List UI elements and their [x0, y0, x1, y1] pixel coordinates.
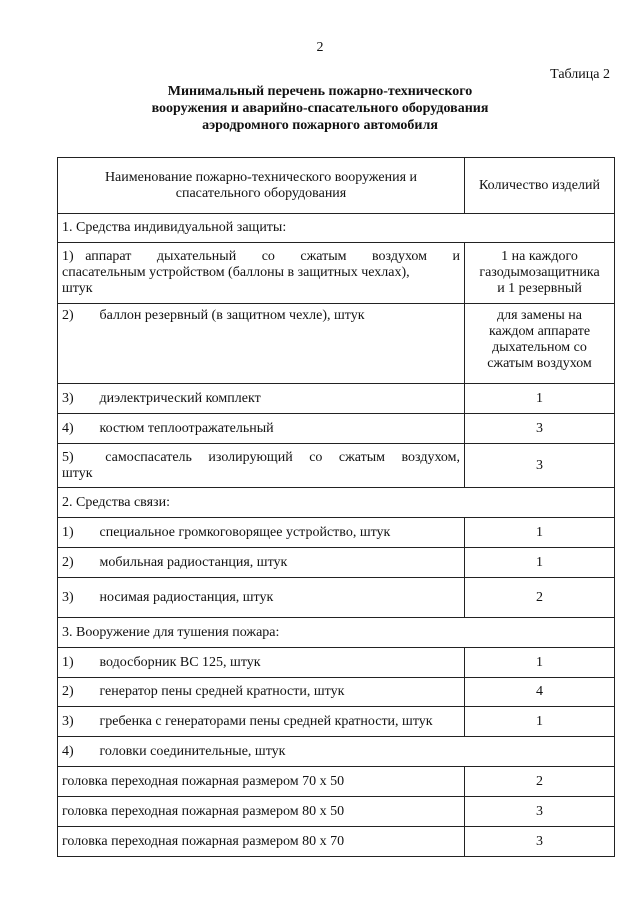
table-row	[58, 707, 615, 737]
item-qty-line: и 1 резервный	[497, 281, 582, 296]
subitem-name-cell: головка переходная пожарная размером 70 х 50	[58, 767, 465, 797]
item-name-cell	[58, 243, 465, 304]
subitem-name-cell: головка переходная пожарная размером 80 х 70	[58, 827, 465, 857]
table-row	[58, 243, 615, 304]
item-number: 5)	[62, 449, 74, 465]
table-row	[58, 384, 615, 414]
item-name-text: генератор пены средней кратности, штук	[99, 684, 345, 699]
item-name-cell	[58, 578, 465, 618]
item-qty-line: сжатым воздухом	[487, 356, 592, 371]
page-number: 2	[316, 40, 324, 55]
title-line: Минимальный перечень пожарно-технического	[167, 84, 473, 99]
subitem-name-cell: головка переходная пожарная размером 80 х 50	[58, 797, 465, 827]
item-name-cell	[58, 548, 465, 578]
item-qty-cell	[465, 304, 615, 384]
item-name-cell	[58, 737, 615, 767]
table-row	[58, 304, 615, 384]
table-row	[58, 578, 615, 618]
item-name-text: носимая радиостанция, штук	[99, 589, 274, 605]
subitem-qty-cell: 2	[465, 767, 615, 797]
item-name-line	[62, 450, 460, 466]
item-number: 1)	[62, 524, 74, 540]
table-row	[58, 678, 615, 707]
item-qty-line: для замены на	[497, 308, 582, 323]
item-name-line: штук	[62, 281, 93, 296]
table-row	[58, 737, 615, 767]
table-row	[58, 414, 615, 444]
table-row	[58, 518, 615, 548]
document-title	[0, 83, 640, 134]
item-qty-line: газодымозащитника	[479, 265, 600, 280]
item-name-cell	[58, 384, 465, 414]
table-row	[58, 444, 615, 488]
item-qty-cell: 3	[465, 414, 615, 444]
item-qty-line: 1 на каждого	[501, 249, 578, 264]
item-name-text: мобильная радиостанция, штук	[99, 554, 288, 570]
item-number: 1)	[62, 249, 74, 264]
item-name-line: штук	[62, 465, 93, 481]
section-row	[58, 618, 615, 648]
item-name-text: водосборник ВС 125, штук	[99, 654, 261, 670]
item-qty-cell: 1	[465, 648, 615, 678]
item-number: 2)	[62, 684, 74, 699]
section-row	[58, 214, 615, 243]
item-name-text: костюм теплоотражательный	[99, 420, 274, 436]
item-qty-cell: 4	[465, 678, 615, 707]
item-qty-cell: 1	[465, 548, 615, 578]
item-number: 4)	[62, 743, 74, 759]
item-name-text: головки соединительные, штук	[99, 743, 286, 759]
title-line: аэродромного пожарного автомобиля	[202, 118, 438, 133]
item-number: 3)	[62, 713, 74, 729]
item-name-text: гребенка с генераторами пены средней кратности, штук	[99, 713, 433, 729]
item-name-cell	[58, 518, 465, 548]
header-name-line: Наименование пожарно-технического вооружения и	[104, 169, 418, 185]
section-title: 3. Вооружение для тушения пожара:	[58, 618, 615, 648]
equipment-table	[57, 157, 615, 857]
item-name-cell	[58, 444, 465, 488]
item-qty-cell: 2	[465, 578, 615, 618]
item-number: 4)	[62, 420, 74, 436]
section-title: 2. Средства связи:	[58, 488, 615, 518]
item-number: 3)	[62, 390, 74, 406]
item-name-line	[62, 249, 460, 265]
section-title: 1. Средства индивидуальной защиты:	[58, 214, 615, 243]
subitem-qty-cell: 3	[465, 797, 615, 827]
item-qty-line: дыхательном со	[492, 340, 587, 355]
item-number: 3)	[62, 589, 74, 605]
header-name-line: спасательного оборудования	[175, 185, 347, 201]
item-name-line: спасательным устройством (баллоны в защитных чехлах),	[62, 265, 410, 280]
header-qty-cell: Количество изделий	[465, 158, 615, 214]
table-row	[58, 548, 615, 578]
item-name-text: диэлектрический комплект	[99, 390, 261, 406]
table-label: Таблица 2	[550, 67, 610, 82]
item-name-cell	[58, 304, 465, 384]
subitem-qty-cell: 3	[465, 827, 615, 857]
item-name-cell	[58, 678, 465, 707]
item-qty-cell: 1	[465, 707, 615, 737]
table-row	[58, 767, 615, 797]
item-name-text: аппарат дыхательный со сжатым воздухом и	[85, 249, 460, 264]
item-number: 1)	[62, 654, 74, 670]
item-name-text: самоспасатель изолирующий со сжатым воздухом,	[105, 449, 460, 465]
table-row	[58, 648, 615, 678]
item-number: 2)	[62, 554, 74, 570]
table-row	[58, 827, 615, 857]
item-qty-cell: 1	[465, 384, 615, 414]
item-number: 2)	[62, 308, 74, 323]
item-qty-cell	[465, 243, 615, 304]
item-qty-cell: 1	[465, 518, 615, 548]
item-qty-cell: 3	[465, 444, 615, 488]
header-name-cell	[58, 158, 465, 214]
table-header-row	[58, 158, 615, 214]
item-name-cell	[58, 707, 465, 737]
item-qty-line: каждом аппарате	[488, 324, 591, 339]
section-row	[58, 488, 615, 518]
item-name-cell	[58, 414, 465, 444]
item-name-cell	[58, 648, 465, 678]
title-line: вооружения и аварийно-спасательного оборудования	[151, 101, 489, 116]
item-name-text: баллон резервный (в защитном чехле), штук	[99, 308, 365, 323]
item-name-text: специальное громкоговорящее устройство, штук	[99, 524, 391, 540]
table-row	[58, 797, 615, 827]
